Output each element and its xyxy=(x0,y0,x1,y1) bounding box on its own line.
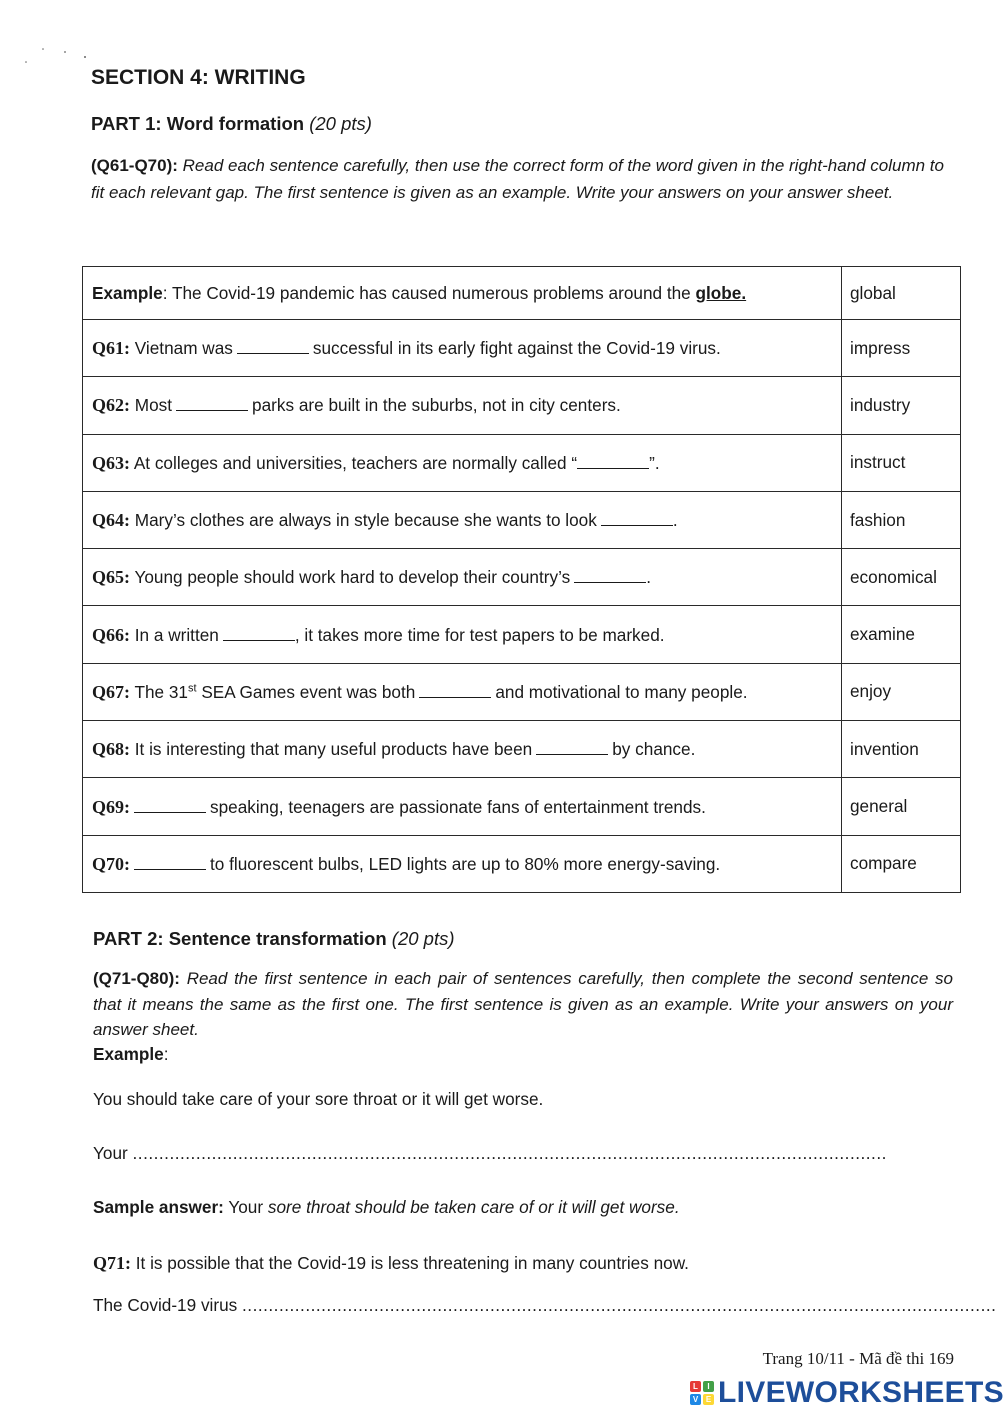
liveworksheets-logo xyxy=(690,1376,1004,1410)
part2-instr-text: Read the first sentence in each pair of sentences carefully, then complete the second sentence so that it means the same as the first one. The first sentence is given as an example. Write your answers on your answer sheet. xyxy=(93,969,953,1039)
sentence-text: Vietnam was xyxy=(134,338,233,359)
table-row xyxy=(83,663,961,720)
question-number: Q66: xyxy=(92,624,130,645)
part2-example-prompt xyxy=(93,1143,887,1164)
table-row xyxy=(83,320,961,377)
prompt-text: The Covid-19 virus xyxy=(93,1295,238,1315)
sample-label: Sample answer: xyxy=(93,1197,224,1217)
part2-example-sentence: You should take care of your sore throat or it will get worse. xyxy=(93,1089,544,1109)
sentence-text: to fluorescent bulbs, LED lights are up to 80% more energy-saving. xyxy=(210,853,721,874)
q65-word: economical xyxy=(842,549,961,606)
table-row xyxy=(83,434,961,491)
sentence-text: Mary’s clothes are always in style because she wants to look xyxy=(134,510,597,531)
part2-sample-answer xyxy=(93,1197,680,1218)
q62-sentence xyxy=(83,377,842,434)
q61-word: impress xyxy=(842,320,961,377)
q68-sentence xyxy=(83,721,842,778)
sentence-text: SEA Games event was both xyxy=(196,681,416,702)
part2-example-label xyxy=(93,1044,168,1065)
part1-points: (20 pts) xyxy=(309,113,372,134)
question-number: Q64: xyxy=(92,510,130,531)
table-row xyxy=(83,549,961,606)
q71-prompt xyxy=(93,1295,997,1316)
q62-word: industry xyxy=(842,377,961,434)
q69-word: general xyxy=(842,778,961,835)
q68-word: invention xyxy=(842,721,961,778)
example-colon: : xyxy=(163,1044,169,1064)
answer-blank[interactable] xyxy=(577,452,649,469)
sample-rest: sore throat should be taken care of or it will get worse. xyxy=(267,1197,680,1217)
example-text: : The Covid-19 pandemic has caused numerous problems around the xyxy=(162,282,696,303)
logo-grid-icon xyxy=(690,1381,714,1405)
logo-letter: I xyxy=(703,1381,714,1392)
part1-heading xyxy=(91,113,372,135)
ordinal-suffix: st xyxy=(187,682,197,695)
sentence-text: ”. xyxy=(649,452,660,473)
q67-sentence xyxy=(83,663,842,720)
q61-sentence xyxy=(83,320,842,377)
sentence-text: It is possible that the Covid-19 is less threatening in many countries now. xyxy=(135,1253,689,1273)
sentence-text: speaking, teenagers are passionate fans of entertainment trends. xyxy=(210,796,706,817)
table-row xyxy=(83,721,961,778)
sentence-text: In a written xyxy=(134,624,219,645)
part1-title: PART 1: Word formation xyxy=(91,113,305,134)
scan-specks xyxy=(24,44,94,64)
part2-heading xyxy=(93,928,455,950)
q63-sentence xyxy=(83,434,842,491)
word-formation-table xyxy=(82,266,961,893)
example-answer: globe. xyxy=(695,282,747,303)
sentence-text: , it takes more time for test papers to be marked. xyxy=(294,624,665,645)
answer-blank[interactable] xyxy=(223,624,295,641)
sentence-text: Young people should work hard to develop their country’s xyxy=(134,567,571,588)
answer-blank[interactable] xyxy=(134,853,206,870)
answer-blank[interactable] xyxy=(134,796,206,813)
q63-word: instruct xyxy=(842,434,961,491)
q65-sentence xyxy=(83,549,842,606)
part2-title: PART 2: Sentence transformation xyxy=(93,928,387,949)
example-word: global xyxy=(842,267,961,320)
section-title: SECTION 4: WRITING xyxy=(91,66,306,89)
q66-word: examine xyxy=(842,606,961,663)
logo-letter: V xyxy=(690,1394,701,1405)
part2-instructions xyxy=(93,966,953,1043)
sentence-text: The 31 xyxy=(134,681,188,702)
answer-blank[interactable] xyxy=(419,681,491,698)
q69-sentence xyxy=(83,778,842,835)
page-footer: Trang 10/11 - Mã đề thi 169 xyxy=(762,1349,954,1368)
part2-instr-label: (Q71-Q80): xyxy=(93,969,180,988)
sentence-text: . xyxy=(646,567,651,588)
question-number: Q63: xyxy=(92,452,130,473)
logo-letter: E xyxy=(703,1394,714,1405)
table-row xyxy=(83,778,961,835)
q70-word: compare xyxy=(842,835,961,892)
part1-instr-label: (Q61-Q70): xyxy=(91,156,178,175)
answer-blank[interactable] xyxy=(176,394,248,411)
example-label-text: Example xyxy=(93,1044,164,1064)
sentence-text: At colleges and universities, teachers are normally called “ xyxy=(133,452,578,473)
example-row xyxy=(83,267,961,320)
sentence-text: It is interesting that many useful products have been xyxy=(134,739,533,760)
q67-word: enjoy xyxy=(842,663,961,720)
question-number: Q65: xyxy=(92,567,130,588)
answer-blank[interactable] xyxy=(601,509,673,526)
question-number: Q62: xyxy=(92,395,130,416)
answer-blank[interactable] xyxy=(574,566,646,583)
answer-blank[interactable] xyxy=(536,738,608,755)
sentence-text: Most xyxy=(134,395,173,416)
part1-instr-text: Read each sentence carefully, then use the correct form of the word given in the right-hand column to fit each relevant gap. The first sentence is given as an example. Write your answers on your answer sheet. xyxy=(91,156,944,202)
question-number: Q68: xyxy=(92,739,130,760)
example-sentence xyxy=(83,267,842,320)
answer-dotted-line[interactable]: ............................................................................................................................................... xyxy=(242,1295,997,1315)
q64-sentence xyxy=(83,491,842,548)
sample-first-word: Your xyxy=(228,1197,264,1217)
table-row xyxy=(83,491,961,548)
sentence-text: by chance. xyxy=(612,739,696,760)
sentence-text: and motivational to many people. xyxy=(495,681,748,702)
table-row xyxy=(83,835,961,892)
example-label: Example xyxy=(92,282,163,303)
question-number: Q61: xyxy=(92,338,130,359)
q70-sentence xyxy=(83,835,842,892)
question-number: Q70: xyxy=(92,853,130,874)
logo-letter: L xyxy=(690,1381,701,1392)
q66-sentence xyxy=(83,606,842,663)
brand-name: LIVEWORKSHEETS xyxy=(718,1376,1004,1409)
sentence-text: . xyxy=(672,510,678,531)
answer-dotted-line[interactable]: ............................................................................................................................................... xyxy=(132,1143,887,1163)
answer-blank[interactable] xyxy=(237,337,309,354)
question-number: Q69: xyxy=(92,796,130,817)
table-row xyxy=(83,606,961,663)
part2-points: (20 pts) xyxy=(391,928,455,949)
q71-sentence xyxy=(93,1253,689,1274)
prompt-text: Your xyxy=(93,1143,128,1163)
question-number: Q67: xyxy=(92,681,130,702)
sentence-text: successful in its early fight against the Covid-19 virus. xyxy=(312,338,721,359)
part1-instructions xyxy=(91,152,961,206)
question-number: Q71: xyxy=(93,1253,131,1273)
q64-word: fashion xyxy=(842,491,961,548)
sentence-text: parks are built in the suburbs, not in city centers. xyxy=(252,395,621,416)
table-row xyxy=(83,377,961,434)
